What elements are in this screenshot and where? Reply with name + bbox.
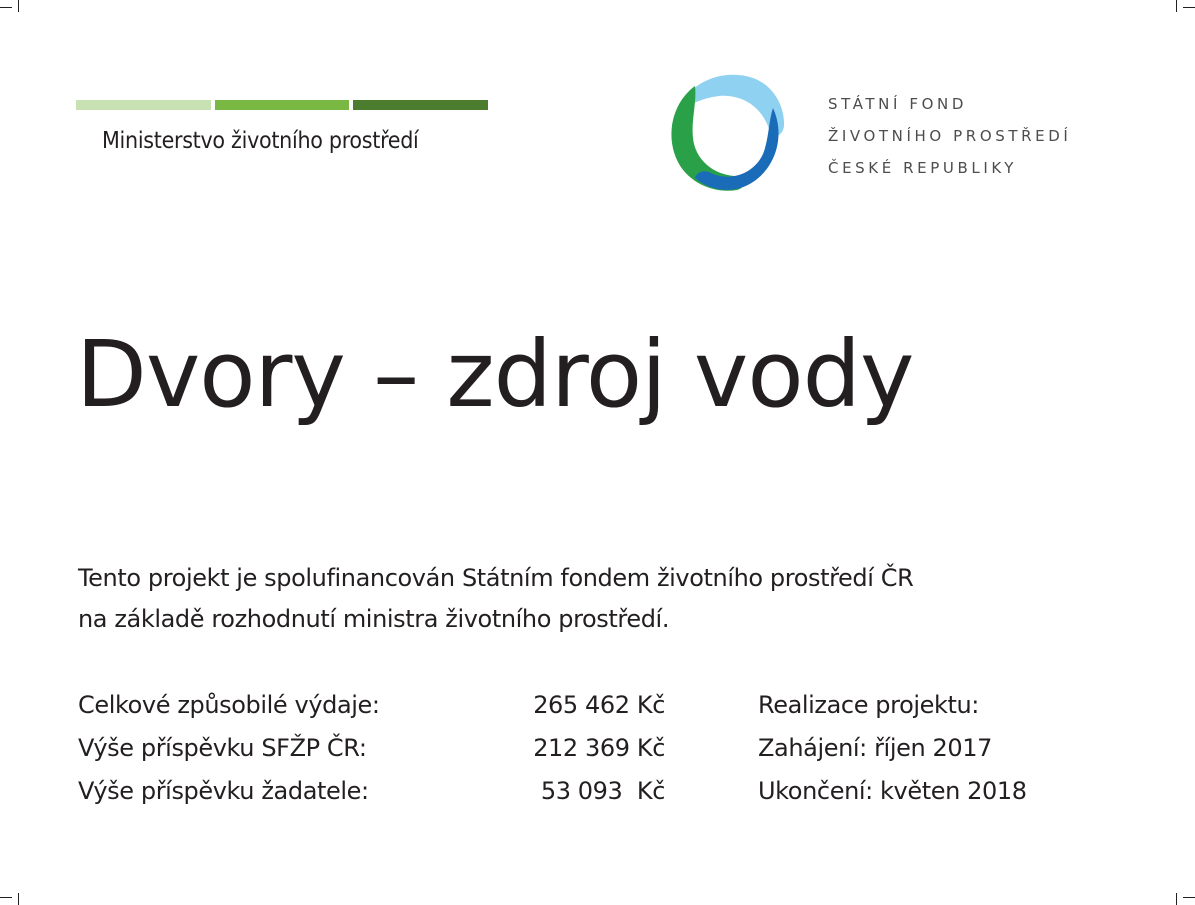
ministry-logo-bars bbox=[76, 100, 488, 110]
project-schedule bbox=[758, 684, 1027, 813]
fund-emblem-icon bbox=[665, 68, 787, 194]
finance-label: Výše příspěvku žadatele: bbox=[78, 777, 369, 805]
schedule-heading: Realizace projektu: bbox=[758, 691, 979, 719]
crop-mark-top-right-v bbox=[1176, 0, 1177, 12]
crop-mark-bottom-right-v bbox=[1176, 893, 1177, 905]
schedule-start: Zahájení: říjen 2017 bbox=[758, 734, 992, 762]
funding-statement bbox=[78, 558, 913, 640]
ministry-bar-dark bbox=[353, 100, 488, 110]
funding-statement-line-1: Tento projekt je spolufinancován Státním fondem životního prostředí ČR bbox=[78, 564, 914, 592]
ministry-bar-mid bbox=[215, 100, 350, 110]
fund-name-line-2: ŽIVOTNÍHO PROSTŘEDÍ bbox=[828, 127, 1072, 145]
fund-name-line-3: ČESKÉ REPUBLIKY bbox=[828, 159, 1018, 177]
finance-label: Výše příspěvku SFŽP ČR: bbox=[78, 734, 367, 762]
ministry-name: Ministerstvo životního prostředí bbox=[102, 128, 419, 154]
finance-value: 53 093 Kč bbox=[540, 777, 665, 805]
crop-mark-bottom-left-v bbox=[18, 893, 19, 905]
finance-label: Celkové způsobilé výdaje: bbox=[78, 691, 380, 719]
crop-mark-top-left-h bbox=[0, 7, 12, 8]
crop-mark-top-left-v bbox=[18, 0, 19, 12]
crop-mark-bottom-left-h bbox=[0, 897, 12, 898]
emblem-center bbox=[696, 102, 756, 162]
fund-name-line-1: STÁTNÍ FOND bbox=[828, 95, 967, 113]
crop-mark-top-right-h bbox=[1183, 7, 1195, 8]
ministry-bar-light bbox=[76, 100, 211, 110]
finance-value: 212 369 Kč bbox=[533, 734, 665, 762]
crop-mark-bottom-right-h bbox=[1183, 897, 1195, 898]
funding-statement-line-2: na základě rozhodnutí ministra životního prostředí. bbox=[78, 605, 670, 633]
fund-name bbox=[828, 88, 1071, 184]
project-title: Dvory – zdroj vody bbox=[76, 321, 914, 428]
finance-value: 265 462 Kč bbox=[533, 691, 665, 719]
schedule-end: Ukončení: květen 2018 bbox=[758, 777, 1027, 805]
